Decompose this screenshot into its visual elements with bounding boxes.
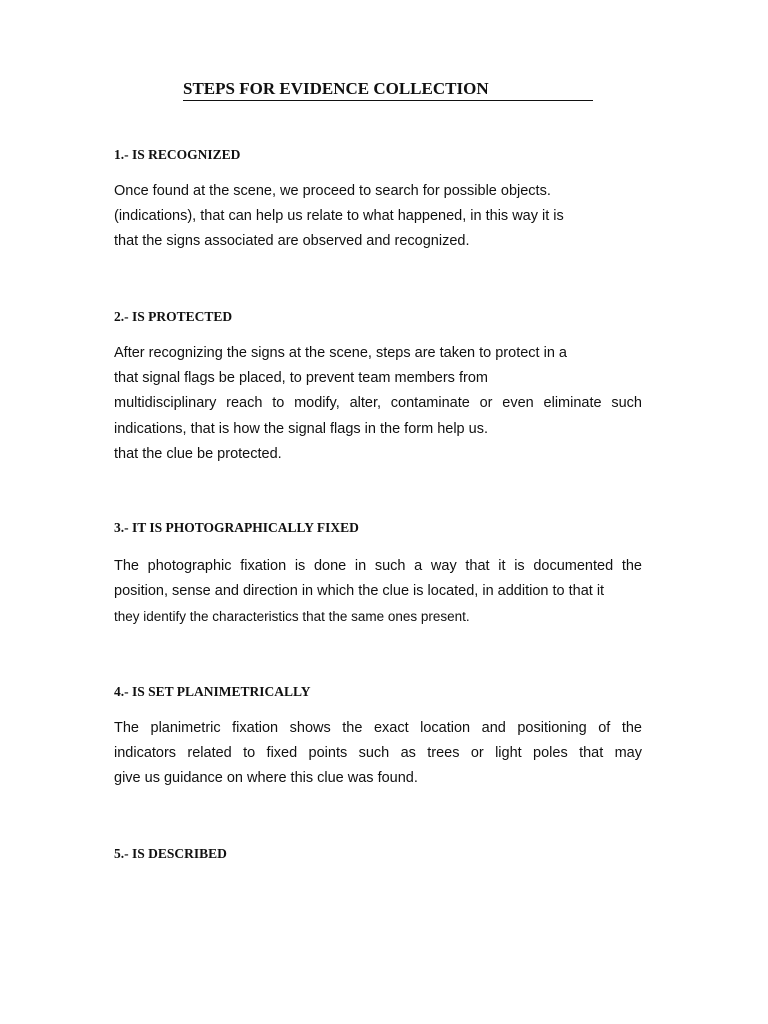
paragraph-line: multidisciplinary reach to modify, alter, contaminate or even eliminate such <box>114 395 642 412</box>
paragraph-line: position, sense and direction in which the clue is located, in addition to that it <box>114 583 605 600</box>
paragraph-line: give us guidance on where this clue was found. <box>114 770 418 787</box>
section-heading-3: 3.- IT IS PHOTOGRAPHICALLY FIXED <box>114 520 359 535</box>
paragraph-line: Once found at the scene, we proceed to search for possible objects. <box>114 183 551 199</box>
document-title: STEPS FOR EVIDENCE COLLECTION <box>183 78 593 101</box>
paragraph-line: they identify the characteristics that the same ones present. <box>114 609 470 625</box>
paragraph-line: indicators related to fixed points such as trees or light poles that may <box>114 745 642 762</box>
section-heading-4: 4.- IS SET PLANIMETRICALLY <box>114 684 311 699</box>
paragraph-line: The planimetric fixation shows the exact location and positioning of the <box>114 720 642 736</box>
section-paragraph-1 <box>114 179 642 255</box>
section-heading-1: 1.- IS RECOGNIZED <box>114 147 241 162</box>
section-heading-2: 2.- IS PROTECTED <box>114 309 233 324</box>
section-paragraph-2 <box>114 341 642 467</box>
paragraph-line: that the clue be protected. <box>114 445 282 462</box>
section-heading-5: 5.- IS DESCRIBED <box>114 846 227 861</box>
paragraph-line: that signal flags be placed, to prevent team members from <box>114 370 488 387</box>
paragraph-line: that the signs associated are observed and recognized. <box>114 233 470 250</box>
paragraph-line: The photographic fixation is done in such a way that it is documented the <box>114 558 642 574</box>
paragraph-line: (indications), that can help us relate to what happened, in this way it is <box>114 208 564 225</box>
section-paragraph-3 <box>114 554 642 630</box>
paragraph-line: After recognizing the signs at the scene, steps are taken to protect in a <box>114 345 567 361</box>
section-paragraph-4 <box>114 716 642 792</box>
paragraph-line: indications, that is how the signal flags in the form help us. <box>114 420 488 437</box>
